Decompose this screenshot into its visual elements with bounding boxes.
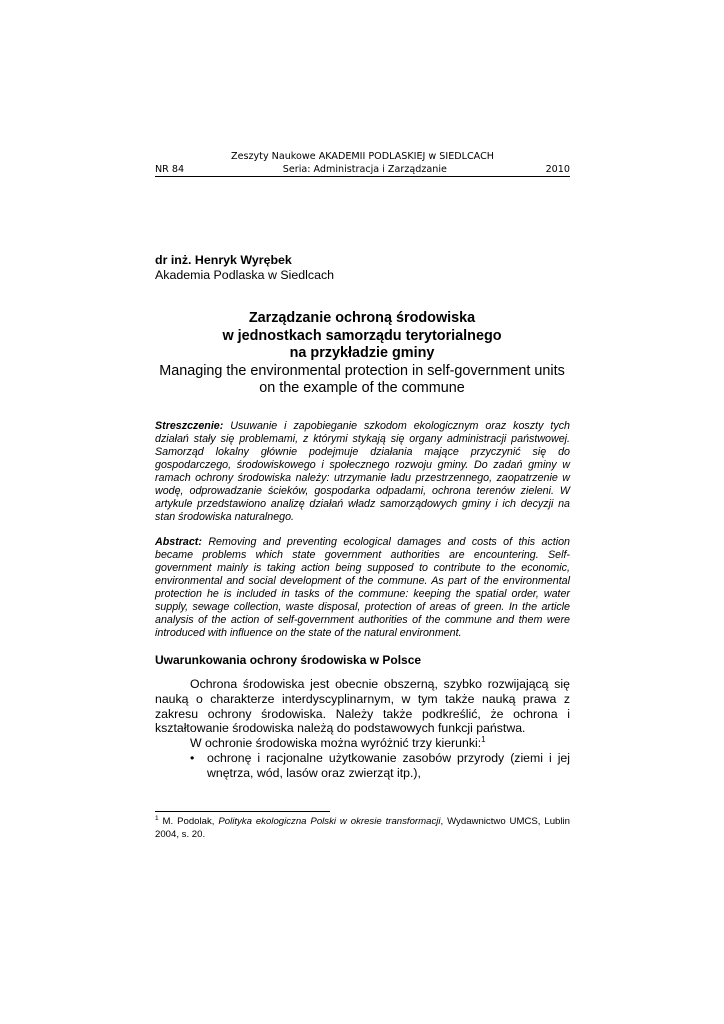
abstract-en-label: Abstract: bbox=[155, 536, 202, 548]
journal-title: Zeszyty Naukowe AKADEMII PODLASKIEJ w SIEDLCACH bbox=[231, 151, 494, 162]
footnote-ref: 1 bbox=[481, 735, 486, 745]
abstract-pl-label: Streszczenie: bbox=[155, 420, 224, 432]
footnote-author: M. Podolak, bbox=[158, 816, 219, 827]
list-item-text: ochronę i racjonalne użytkowanie zasobów przyrody (ziemi i jej wnętrza, wód, lasów oraz zwierząt itp.), bbox=[207, 750, 570, 780]
paragraph-2-text: W ochronie środowiska można wyróżnić trzy kierunki: bbox=[190, 736, 482, 751]
title-pl-line3: na przykładzie gminy bbox=[289, 345, 435, 361]
running-header bbox=[155, 164, 570, 175]
section-heading: Uwarunkowania ochrony środowiska w Polsce bbox=[155, 653, 422, 667]
abstract-en-text: Removing and preventing ecological damages and costs of this action became problems which state government authorities are encountering. Self-government mainly is taking action being supposed to contribute to the economic, environmental and social development of the commune. As part of the environmental protection he is included in tasks of the commune: keeping the spatial order, water supply, sewage collection, waste disposal, protection of areas of green. In the article analysis of the action of self-government authorities of the commune and them were introduced with influence on the state of the natural environment. bbox=[155, 536, 570, 639]
header-rule bbox=[155, 176, 570, 177]
title-pl-line2: w jednostkach samorządu terytorialnego bbox=[222, 327, 502, 344]
author-affiliation: Akademia Podlaska w Siedlcach bbox=[155, 268, 335, 282]
issue-number: NR 84 bbox=[155, 164, 185, 175]
title-en-line1: Managing the environmental protection in self-government units bbox=[159, 362, 565, 379]
abstract-english bbox=[155, 536, 570, 640]
paragraph-1: Ochrona środowiska jest obecnie obszerną, szybko rozwijającą się nauką o charakterze interdyscyplinarnym, w tym także nauką prawa z zakresu ochrony środowiska. Należy także podkreślić, że ochrona i kształtowanie środowiska należą do podstawowych funkcji państwa. bbox=[155, 677, 570, 736]
bullet-icon: • bbox=[190, 750, 195, 765]
footnote-book-title: Polityka ekologiczna Polski w okresie transformacji bbox=[218, 816, 441, 827]
publication-year: 2010 bbox=[545, 164, 570, 175]
footnote-rule bbox=[155, 811, 330, 812]
article-title bbox=[140, 310, 584, 398]
footnote-publisher: , Wydawnictwo UMCS, Lublin 2004, s. 20. bbox=[155, 816, 570, 840]
author-block bbox=[155, 253, 334, 283]
footnote-number: 1 bbox=[155, 814, 159, 822]
body-text bbox=[155, 677, 570, 781]
abstract-polish bbox=[155, 420, 570, 524]
list-item bbox=[190, 751, 570, 781]
paragraph-2 bbox=[190, 736, 570, 751]
author-name: dr inż. Henryk Wyrębek bbox=[155, 253, 292, 267]
abstract-pl-text: Usuwanie i zapobieganie szkodom ekologicznym oraz koszty tych działań stały się problemami, z którymi stykają się organy administracji państwowej. Samorząd lokalny głównie podejmuje działania mające przyczynić się do gospodarczego, środowiskowego i społecznego rozwoju gminy. Do zadań gminy w ramach ochrony środowiska należy: utrzymanie ładu przestrzennego, zaopatrzenie w wodę, odprowadzanie ścieków, gospodarka odpadami, ochrona terenów zieleni. W artykule przedstawiono analizę działań władz samorządowych gminy i ich decyzji na stan środowiska naturalnego. bbox=[155, 420, 570, 523]
title-pl-line1: Zarządzanie ochroną środowiska bbox=[248, 310, 476, 326]
footnote bbox=[155, 815, 570, 841]
title-en-line2: on the example of the commune bbox=[259, 380, 465, 396]
series-name: Seria: Administracja i Zarządzanie bbox=[282, 164, 447, 175]
